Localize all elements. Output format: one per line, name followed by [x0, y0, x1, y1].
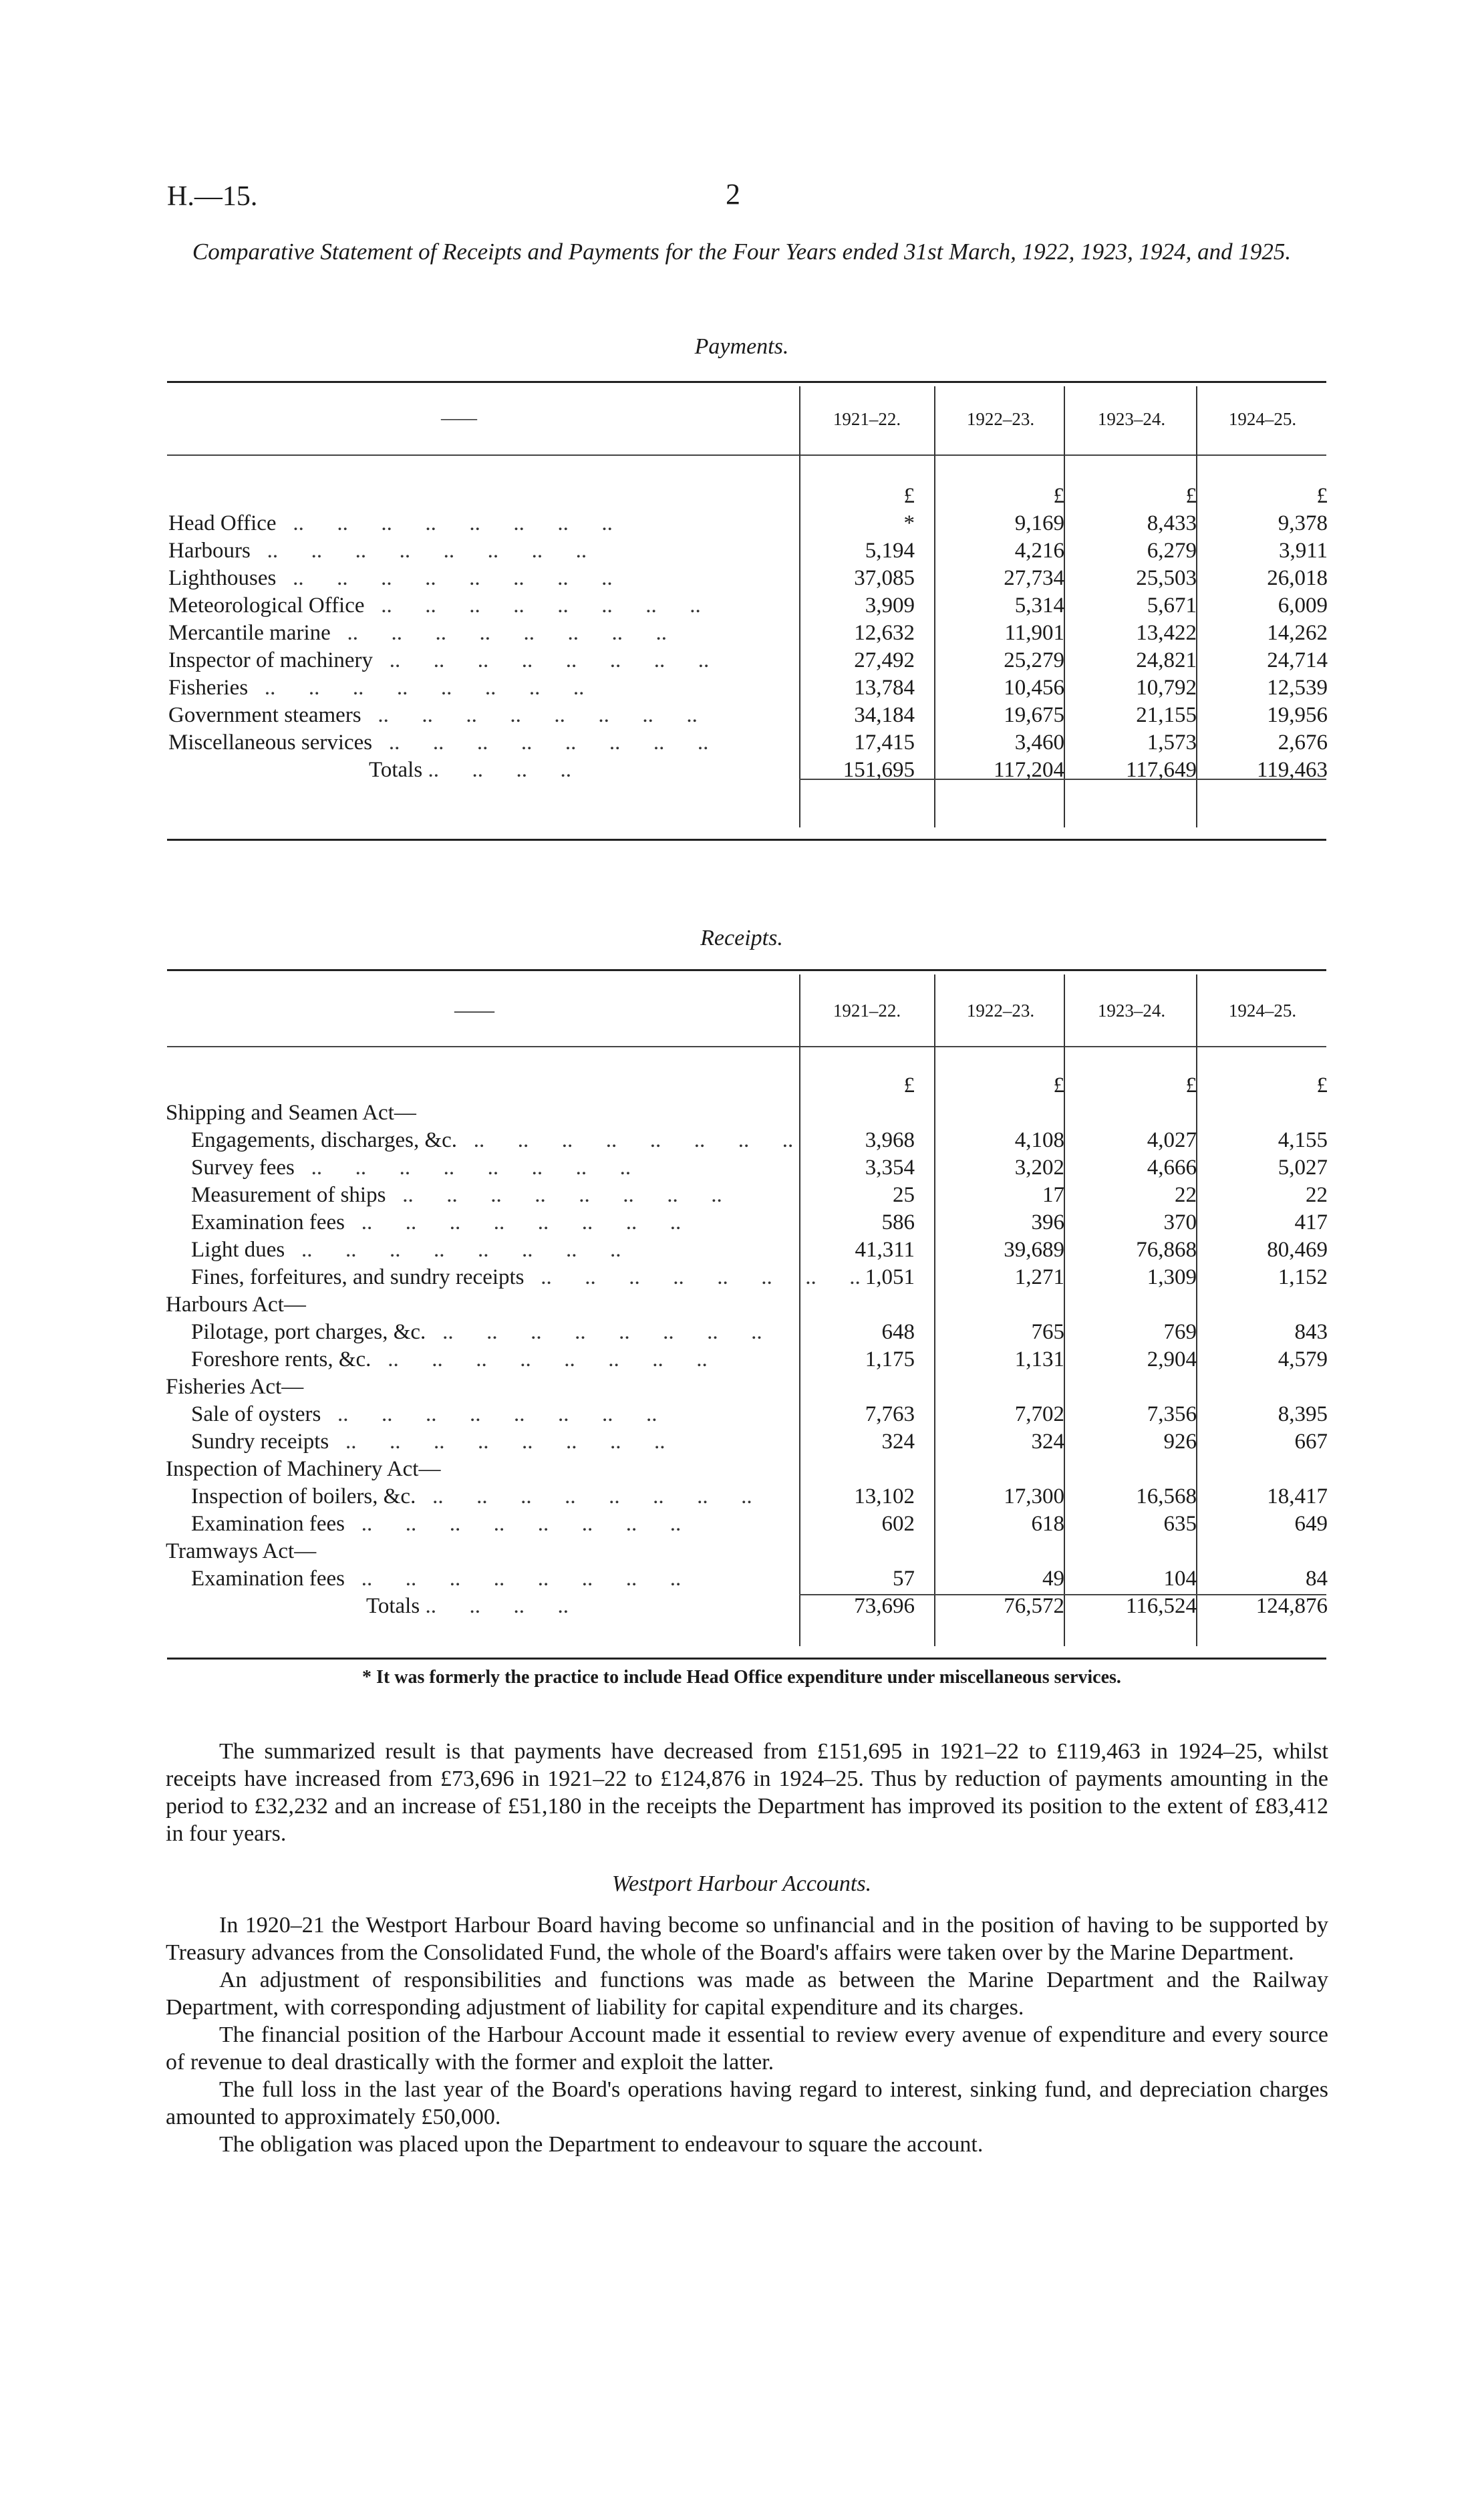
leader-dots: .. .. .. .. .. .. .. ..: [345, 1210, 682, 1234]
value-cell: 3,202: [1014, 1156, 1064, 1180]
value-cell: 370: [1163, 1210, 1197, 1234]
value-cell: 25: [893, 1183, 915, 1207]
row-label: [166, 1345, 800, 1372]
row-label-text: Harbours: [168, 539, 251, 563]
value-cell: 9,378: [1278, 511, 1328, 535]
leader-dots: .. .. .. .. .. .. .. ..: [329, 1430, 665, 1454]
leader-dots: .. .. .. .. .. .. .. ..: [416, 1484, 752, 1508]
table-row: [166, 1235, 1328, 1263]
value-cell: 17: [1042, 1183, 1064, 1207]
table-row: [166, 1126, 1328, 1153]
value-cell: [800, 1372, 933, 1400]
row-label: [168, 700, 800, 728]
value-cell: 618: [1031, 1512, 1064, 1536]
value-cell: 396: [1031, 1210, 1064, 1234]
value-cell: 21,155: [1136, 703, 1197, 727]
value-cell: 769: [1163, 1320, 1197, 1344]
payments-col-header: 1923–24.: [1097, 409, 1166, 429]
row-label: [168, 673, 800, 700]
receipts-col-header: 1924–25.: [1228, 1001, 1297, 1021]
value-cell: 3,460: [1014, 731, 1064, 755]
payments-table: [168, 481, 1328, 783]
table-row: [166, 1454, 1328, 1482]
row-label: [166, 1564, 800, 1591]
group-heading: [166, 1098, 800, 1126]
value-cell: [1064, 1454, 1197, 1482]
row-label-text: Tramways Act—: [166, 1539, 317, 1563]
row-label-text: Foreshore rents, &c.: [191, 1347, 372, 1371]
value-cell: 2,676: [1278, 731, 1328, 755]
leader-dots: .. .. .. .. .. .. .. ..: [386, 1183, 722, 1207]
table-row: [166, 1345, 1328, 1372]
value-cell: 19,675: [1004, 703, 1064, 727]
value-cell: 10,792: [1136, 676, 1197, 700]
leader-dots: .. .. .. .. .. .. .. ..: [248, 676, 585, 700]
table-row: [168, 591, 1328, 618]
value-cell: 5,194: [865, 539, 915, 563]
value-cell: 84: [1306, 1567, 1328, 1591]
value-cell: 8,433: [1147, 511, 1197, 535]
westport-paragraph: The full loss in the last year of the Board's operations having regard to interest, sinking fund, and depreciation charges amounted to approximately £50,000.: [166, 2077, 1328, 2129]
value-cell: [933, 1372, 1064, 1400]
value-cell: 3,968: [865, 1128, 915, 1152]
value-cell: 13,784: [854, 676, 915, 700]
table-row: [166, 1153, 1328, 1180]
value-cell: 22: [1306, 1183, 1328, 1207]
row-label: [166, 1235, 800, 1263]
unit-cell: £: [1185, 484, 1197, 508]
value-cell: [1197, 1290, 1328, 1317]
unit-row: [166, 1071, 1328, 1098]
table-row: [166, 1482, 1328, 1509]
row-label: [168, 536, 800, 563]
value-cell: 7,763: [865, 1402, 915, 1426]
value-cell: 12,632: [854, 621, 915, 645]
row-label-text: Pilotage, port charges, &c.: [191, 1320, 426, 1344]
value-cell: [1197, 1454, 1328, 1482]
value-cell: 635: [1163, 1512, 1197, 1536]
payments-heading: Payments.: [694, 334, 789, 359]
row-label-text: Examination fees: [191, 1210, 345, 1234]
value-cell: 4,216: [1014, 539, 1064, 563]
total-cell: 117,649: [1125, 758, 1197, 782]
leader-dots: .. .. .. .. .. .. .. ..: [457, 1128, 794, 1152]
table-row: [168, 509, 1328, 536]
row-label-text: Miscellaneous services: [168, 731, 373, 755]
row-label-text: Examination fees: [191, 1567, 345, 1591]
value-cell: 26,018: [1267, 566, 1328, 590]
payments-totals-row: Totals .. .. .. .. 151,695 117,204 117,649 119,463: [168, 755, 1328, 783]
row-label: [168, 728, 800, 755]
total-cell: 117,204: [993, 758, 1064, 782]
value-cell: 4,579: [1278, 1347, 1328, 1371]
value-cell: [1197, 1098, 1328, 1126]
receipts-table: [166, 1071, 1328, 1619]
row-label: [166, 1180, 800, 1208]
totals-label: Totals: [366, 1594, 420, 1618]
value-cell: 8,395: [1278, 1402, 1328, 1426]
leader-dots: .. .. .. .. .. .. .. ..: [276, 566, 613, 590]
total-cell: 124,876: [1255, 1594, 1328, 1618]
table-row: [166, 1208, 1328, 1235]
table-row: [166, 1564, 1328, 1591]
value-cell: 76,868: [1136, 1238, 1197, 1262]
footnote: * It was formerly the practice to include Head Office expenditure under miscellaneous services.: [362, 1667, 1121, 1688]
value-cell: 1,573: [1147, 731, 1197, 755]
row-label-text: Examination fees: [191, 1512, 345, 1536]
total-cell: 151,695: [843, 758, 915, 782]
row-label-text: Light dues: [191, 1238, 285, 1262]
value-cell: 417: [1294, 1210, 1328, 1234]
value-cell: 25,279: [1004, 648, 1064, 672]
leader-dots: .. .. .. .. .. .. .. ..: [364, 594, 701, 618]
value-cell: 22: [1175, 1183, 1197, 1207]
value-cell: 80,469: [1267, 1238, 1328, 1262]
row-label: [166, 1153, 800, 1180]
value-cell: 7,356: [1147, 1402, 1197, 1426]
value-cell: 843: [1294, 1320, 1328, 1344]
value-cell: 926: [1163, 1430, 1197, 1454]
row-label: [168, 563, 800, 591]
value-cell: 2,904: [1147, 1347, 1197, 1371]
table-row: [166, 1290, 1328, 1317]
payments-col-header: 1922–23.: [966, 409, 1035, 429]
value-cell: [1197, 1372, 1328, 1400]
value-cell: 27,734: [1004, 566, 1064, 590]
westport-heading: Westport Harbour Accounts.: [611, 1871, 872, 1896]
value-cell: 5,314: [1014, 594, 1064, 618]
value-cell: [1064, 1290, 1197, 1317]
leader-dots: .. .. .. .. .. .. .. ..: [294, 1156, 631, 1180]
row-label: [168, 591, 800, 618]
value-cell: 602: [881, 1512, 915, 1536]
row-label-text: Fisheries Act—: [166, 1375, 304, 1399]
payments-bottom-rule: [167, 839, 1326, 841]
payments-header-rule: [167, 454, 1326, 456]
value-cell: 19,956: [1267, 703, 1328, 727]
westport-paragraph: In 1920–21 the Westport Harbour Board having become so unfinancial and in the position of having to be supported by Treasury advances from the Consolidated Fund, the whole of the Board's affairs were taken over by the Marine Department.: [166, 1913, 1328, 1965]
value-cell: 10,456: [1004, 676, 1064, 700]
receipts-bottom-rule: [167, 1658, 1326, 1660]
value-cell: 9,169: [1014, 511, 1064, 535]
table-row: [168, 618, 1328, 646]
unit-cell: £: [903, 1073, 915, 1097]
unit-cell: £: [1053, 484, 1064, 508]
summary-text: The summarized result is that payments have decreased from £151,695 in 1921–22 to £119,463 in 1924–25, whilst receipts have increased from £73,696 in 1921–22 to £124,876 in 1924–25. Thus by reduction of payments amounting in the period to £32,232 and an increase of £51,180 in the receipts the Department has improved its position to the extent of £83,412 in four years.: [166, 1739, 1328, 1846]
value-cell: 6,009: [1278, 594, 1328, 618]
table-row: [166, 1098, 1328, 1126]
summary-paragraph: [166, 1738, 1328, 1847]
row-label-text: Inspector of machinery: [168, 648, 374, 672]
receipts-top-rule: [167, 969, 1326, 971]
value-cell: 1,271: [1014, 1265, 1064, 1289]
row-label-text: Sale of oysters: [191, 1402, 321, 1426]
receipts-header-rule: [167, 1046, 1326, 1047]
total-cell: 119,463: [1256, 758, 1328, 782]
value-cell: [1064, 1372, 1197, 1400]
row-label: [168, 646, 800, 673]
value-cell: [800, 1537, 933, 1564]
value-cell: 324: [881, 1430, 915, 1454]
receipts-rows: [166, 1098, 1328, 1591]
leader-dots: .. .. .. .. .. .. .. ..: [330, 621, 667, 645]
value-cell: 4,108: [1014, 1128, 1064, 1152]
row-label-text: Meteorological Office: [168, 594, 365, 618]
value-cell: [1064, 1098, 1197, 1126]
table-row: [166, 1537, 1328, 1564]
value-cell: [1064, 1537, 1197, 1564]
receipts-totals-row: Totals .. .. .. .. 73,696 76,572 116,524 124,876: [166, 1591, 1328, 1619]
value-cell: 24,821: [1136, 648, 1197, 672]
value-cell: 104: [1163, 1567, 1197, 1591]
table-row: [166, 1317, 1328, 1345]
group-heading: [166, 1372, 800, 1400]
value-cell: 765: [1031, 1320, 1064, 1344]
value-cell: 4,155: [1278, 1128, 1328, 1152]
row-label-text: Fines, forfeitures, and sundry receipts: [191, 1265, 525, 1289]
table-row: [168, 536, 1328, 563]
table-row: [168, 700, 1328, 728]
value-cell: 1,175: [865, 1347, 915, 1371]
table-row: [166, 1180, 1328, 1208]
westport-body: [166, 1912, 1328, 2158]
row-label: [166, 1509, 800, 1537]
unit-cell: £: [1316, 484, 1328, 508]
leader-dots: .. .. .. .. .. .. .. ..: [361, 703, 698, 727]
row-label: [168, 509, 800, 536]
payments-rows: [168, 509, 1328, 755]
value-cell: 27,492: [854, 648, 915, 672]
value-cell: [933, 1454, 1064, 1482]
row-label: [166, 1427, 800, 1454]
value-cell: 3,354: [865, 1156, 915, 1180]
payments-top-rule: [167, 381, 1326, 383]
row-label-text: Survey fees: [191, 1156, 295, 1180]
value-cell: 14,262: [1267, 621, 1328, 645]
value-cell: 41,311: [855, 1238, 915, 1262]
unit-cell: £: [1185, 1073, 1197, 1097]
total-cell: 76,572: [1004, 1594, 1064, 1618]
value-cell: 24,714: [1267, 648, 1328, 672]
table-row: [166, 1263, 1328, 1290]
row-label-text: Harbours Act—: [166, 1293, 306, 1317]
value-cell: *: [903, 511, 915, 535]
row-label: [166, 1208, 800, 1235]
value-cell: 39,689: [1004, 1238, 1064, 1262]
row-label-text: Shipping and Seamen Act—: [166, 1101, 416, 1125]
receipts-col-header: 1922–23.: [966, 1001, 1035, 1021]
row-label-text: Fisheries: [168, 676, 249, 700]
value-cell: [800, 1098, 933, 1126]
leader-dots: .. .. .. .. .. .. .. ..: [250, 539, 587, 563]
table-row: [166, 1400, 1328, 1427]
leader-dots: .. .. .. .. .. .. .. ..: [285, 1238, 621, 1262]
westport-paragraph: The obligation was placed upon the Department to endeavour to square the account.: [219, 2132, 984, 2157]
row-label: [166, 1317, 800, 1345]
value-cell: 1,152: [1278, 1265, 1328, 1289]
value-cell: [933, 1290, 1064, 1317]
value-cell: 37,085: [854, 566, 915, 590]
row-label-text: Head Office: [168, 511, 277, 535]
westport-paragraph: An adjustment of responsibilities and functions was made as between the Marine Department and the Railway Department, with corresponding adjustment of liability for capital expenditure and its charges.: [166, 1968, 1328, 2020]
table-row: [168, 646, 1328, 673]
value-cell: 648: [881, 1320, 915, 1344]
unit-cell: £: [903, 484, 915, 508]
value-cell: 5,027: [1278, 1156, 1328, 1180]
row-label-text: Inspection of Machinery Act—: [166, 1457, 441, 1481]
leader-dots: .. .. .. .. .. .. .. ..: [371, 1347, 708, 1371]
row-label: [166, 1126, 800, 1153]
value-cell: 11,901: [1004, 621, 1064, 645]
unit-cell: £: [1316, 1073, 1328, 1097]
payments-col-header: 1921–22.: [833, 409, 901, 429]
value-cell: 1,309: [1147, 1265, 1197, 1289]
leader-dots: .. .. .. .. .. .. .. ..: [276, 511, 613, 535]
value-cell: [1197, 1537, 1328, 1564]
value-cell: 1,051: [865, 1265, 915, 1289]
value-cell: [933, 1098, 1064, 1126]
row-label: [168, 618, 800, 646]
row-label-text: Engagements, discharges, &c.: [191, 1128, 458, 1152]
leader-dots: .. .. .. .. .. .. .. ..: [372, 731, 709, 755]
value-cell: 3,909: [865, 594, 915, 618]
value-cell: [800, 1290, 933, 1317]
row-label-text: Lighthouses: [168, 566, 277, 590]
leader-dots: .. .. .. .. .. .. .. ..: [524, 1265, 861, 1289]
leader-dots: .. .. .. .. .. .. .. ..: [426, 1320, 762, 1344]
value-cell: 13,422: [1136, 621, 1197, 645]
receipts-stub-header: ——: [454, 999, 494, 1021]
value-cell: 1,131: [1014, 1347, 1064, 1371]
value-cell: 57: [893, 1567, 915, 1591]
leader-dots: .. .. .. .. .. .. .. ..: [321, 1402, 657, 1426]
row-label: [166, 1400, 800, 1427]
payments-stub-header: ——: [441, 408, 477, 428]
value-cell: 25,503: [1136, 566, 1197, 590]
group-heading: [166, 1290, 800, 1317]
table-row: [166, 1372, 1328, 1400]
page-reference: H.—15.: [167, 181, 258, 212]
value-cell: 49: [1042, 1567, 1064, 1591]
value-cell: 324: [1031, 1430, 1064, 1454]
row-label: [166, 1263, 861, 1290]
leader-dots: .. .. .. .. .. .. .. ..: [345, 1512, 682, 1536]
receipts-heading: Receipts.: [700, 926, 783, 950]
table-row: [166, 1509, 1328, 1537]
total-cell: 116,524: [1125, 1594, 1197, 1618]
leader-dots: .. .. .. .. .. .. .. ..: [373, 648, 710, 672]
page-number: 2: [726, 178, 740, 211]
value-cell: [933, 1537, 1064, 1564]
value-cell: 16,568: [1136, 1484, 1197, 1508]
value-cell: 5,671: [1147, 594, 1197, 618]
unit-row: [168, 481, 1328, 509]
leader-dots: .. .. .. .. .. .. .. ..: [345, 1567, 682, 1591]
value-cell: 12,539: [1267, 676, 1328, 700]
receipts-col-header: 1921–22.: [833, 1001, 901, 1021]
value-cell: 18,417: [1267, 1484, 1328, 1508]
page-title: Comparative Statement of Receipts and Payments for the Four Years ended 31st March, 1922, 1923, 1924, and 1925.: [192, 239, 1292, 265]
row-label-text: Sundry receipts: [191, 1430, 329, 1454]
unit-cell: £: [1053, 1073, 1064, 1097]
value-cell: 34,184: [854, 703, 915, 727]
westport-paragraph: The financial position of the Harbour Account made it essential to review every avenue of expenditure and every source of revenue to deal drastically with the former and exploit the latter.: [166, 2022, 1328, 2075]
table-row: [168, 728, 1328, 755]
row-label-text: Inspection of boilers, &c.: [191, 1484, 416, 1508]
value-cell: 586: [881, 1210, 915, 1234]
table-row: [168, 673, 1328, 700]
totals-label: Totals: [369, 758, 423, 782]
value-cell: 13,102: [854, 1484, 915, 1508]
value-cell: 649: [1294, 1512, 1328, 1536]
value-cell: 17,415: [854, 731, 915, 755]
row-label-text: Government steamers: [168, 703, 361, 727]
row-label: [166, 1482, 800, 1509]
payments-col-header: 1924–25.: [1228, 409, 1297, 429]
table-row: [166, 1427, 1328, 1454]
group-heading: [166, 1537, 800, 1564]
value-cell: 7,702: [1014, 1402, 1064, 1426]
value-cell: [800, 1454, 933, 1482]
value-cell: 6,279: [1147, 539, 1197, 563]
value-cell: 17,300: [1004, 1484, 1064, 1508]
total-cell: 73,696: [854, 1594, 915, 1618]
receipts-col-header: 1923–24.: [1097, 1001, 1166, 1021]
value-cell: 667: [1294, 1430, 1328, 1454]
table-row: [168, 563, 1328, 591]
value-cell: 4,027: [1147, 1128, 1197, 1152]
row-label-text: Mercantile marine: [168, 621, 331, 645]
value-cell: 4,666: [1147, 1156, 1197, 1180]
group-heading: [166, 1454, 800, 1482]
value-cell: 3,911: [1278, 539, 1328, 563]
row-label-text: Measurement of ships: [191, 1183, 386, 1207]
